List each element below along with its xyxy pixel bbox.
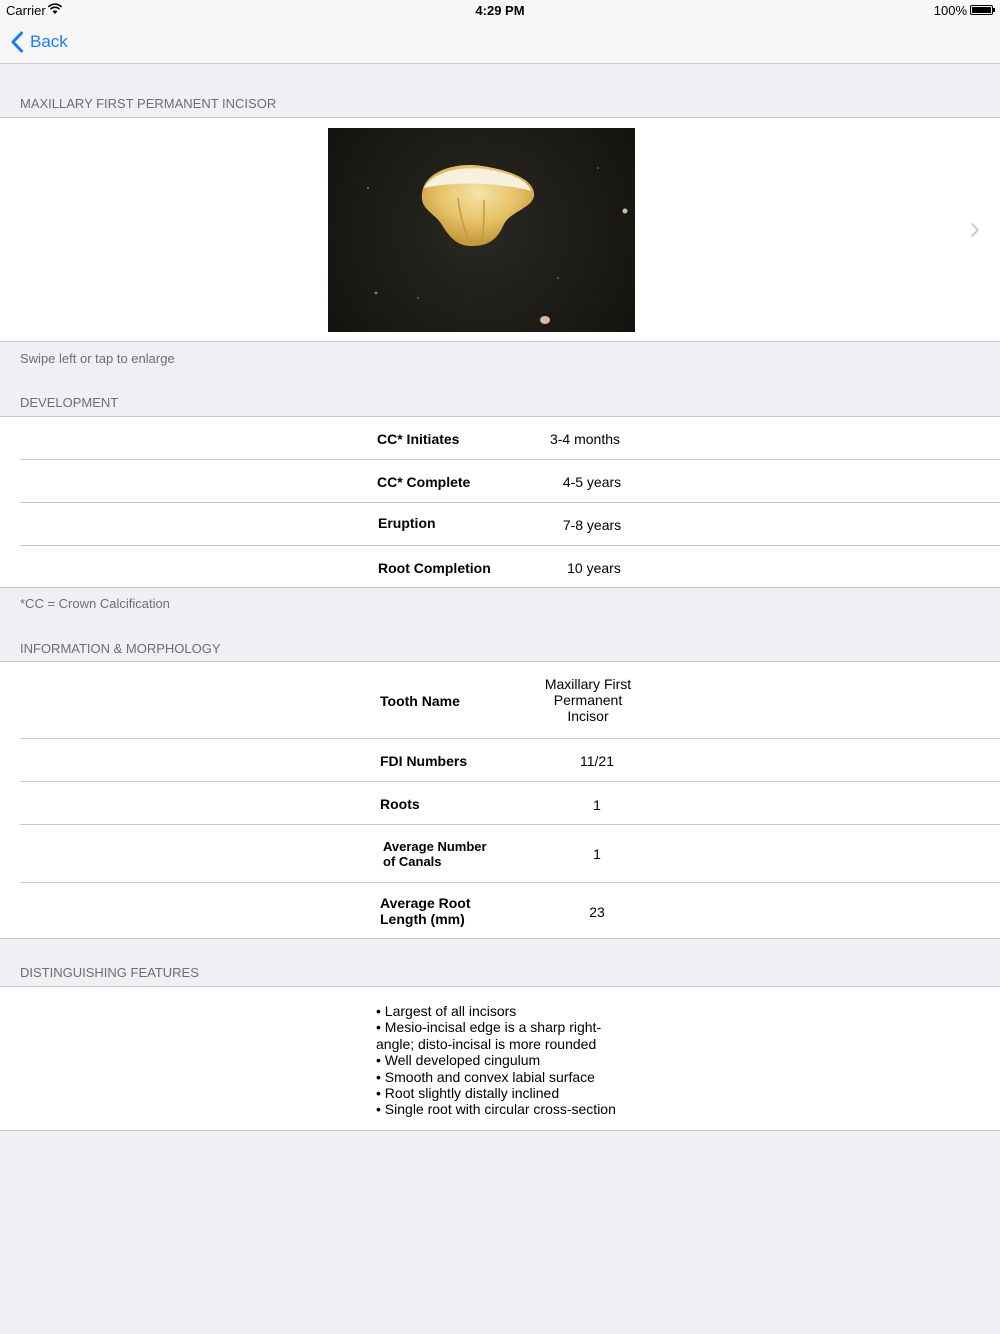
row-value: 23	[589, 904, 605, 920]
table-row	[0, 662, 1000, 739]
chevron-left-icon	[10, 31, 24, 53]
row-value: 7-8 years	[562, 517, 622, 533]
row-value: 3-4 months	[549, 431, 621, 447]
row-value: 10 years	[567, 560, 621, 576]
features-header: DISTINGUISHING FEATURES	[20, 965, 199, 980]
table-row	[0, 883, 1000, 939]
row-label: FDI Numbers	[380, 753, 468, 769]
row-label: Tooth Name	[380, 693, 460, 709]
morphology-table	[0, 661, 1000, 939]
row-value: 4-5 years	[562, 474, 622, 490]
row-value: 1	[593, 797, 601, 813]
image-section-footer: Swipe left or tap to enlarge	[20, 351, 175, 366]
row-label: CC* Initiates	[377, 431, 460, 447]
table-row	[0, 739, 1000, 782]
list-item: • Single root with circular cross-section	[376, 1101, 636, 1117]
list-item: • Smooth and convex labial surface	[376, 1069, 636, 1085]
table-row	[0, 782, 1000, 825]
morphology-header: INFORMATION & MORPHOLOGY	[20, 641, 221, 656]
carrier-label: Carrier	[6, 3, 46, 18]
battery-percent: 100%	[933, 3, 967, 18]
list-item: • Well developed cingulum	[376, 1052, 636, 1068]
list-item: • Largest of all incisors	[376, 1003, 636, 1019]
list-item: • Mesio-incisal edge is a sharp right-angle; disto-incisal is more rounded	[376, 1019, 636, 1052]
list-item: • Root slightly distally inclined	[376, 1085, 636, 1101]
tooth-photo[interactable]	[328, 128, 635, 332]
tooth-image-cell[interactable]	[0, 117, 1000, 342]
row-label: Roots	[380, 796, 420, 812]
table-row	[0, 825, 1000, 883]
row-label: Eruption	[378, 515, 436, 531]
back-button[interactable]	[10, 30, 68, 54]
development-footnote: *CC = Crown Calcification	[20, 596, 170, 611]
battery-icon	[970, 5, 993, 15]
image-section-header: MAXILLARY FIRST PERMANENT INCISOR	[20, 96, 277, 111]
row-value: 11/21	[580, 753, 614, 769]
navigation-bar	[0, 20, 1000, 64]
row-label: Root Completion	[378, 560, 491, 576]
features-cell	[0, 986, 1000, 1131]
table-row	[0, 546, 1000, 588]
development-table	[0, 416, 1000, 588]
table-row	[0, 503, 1000, 546]
back-label: Back	[30, 32, 68, 51]
row-value: Maxillary First Permanent Incisor	[544, 676, 632, 724]
tooth-illustration	[328, 128, 635, 332]
row-value: 1	[593, 846, 601, 862]
table-row	[0, 460, 1000, 503]
development-header: DEVELOPMENT	[20, 395, 119, 410]
status-bar	[0, 0, 1000, 20]
clock: 4:29 PM	[475, 3, 525, 18]
row-label: Average Number of Canals	[383, 839, 487, 869]
row-label: CC* Complete	[377, 474, 471, 490]
table-row	[0, 417, 1000, 460]
row-label: Average Root Length (mm)	[380, 895, 471, 927]
features-list	[376, 1003, 636, 1118]
chevron-right-icon[interactable]	[970, 222, 980, 238]
